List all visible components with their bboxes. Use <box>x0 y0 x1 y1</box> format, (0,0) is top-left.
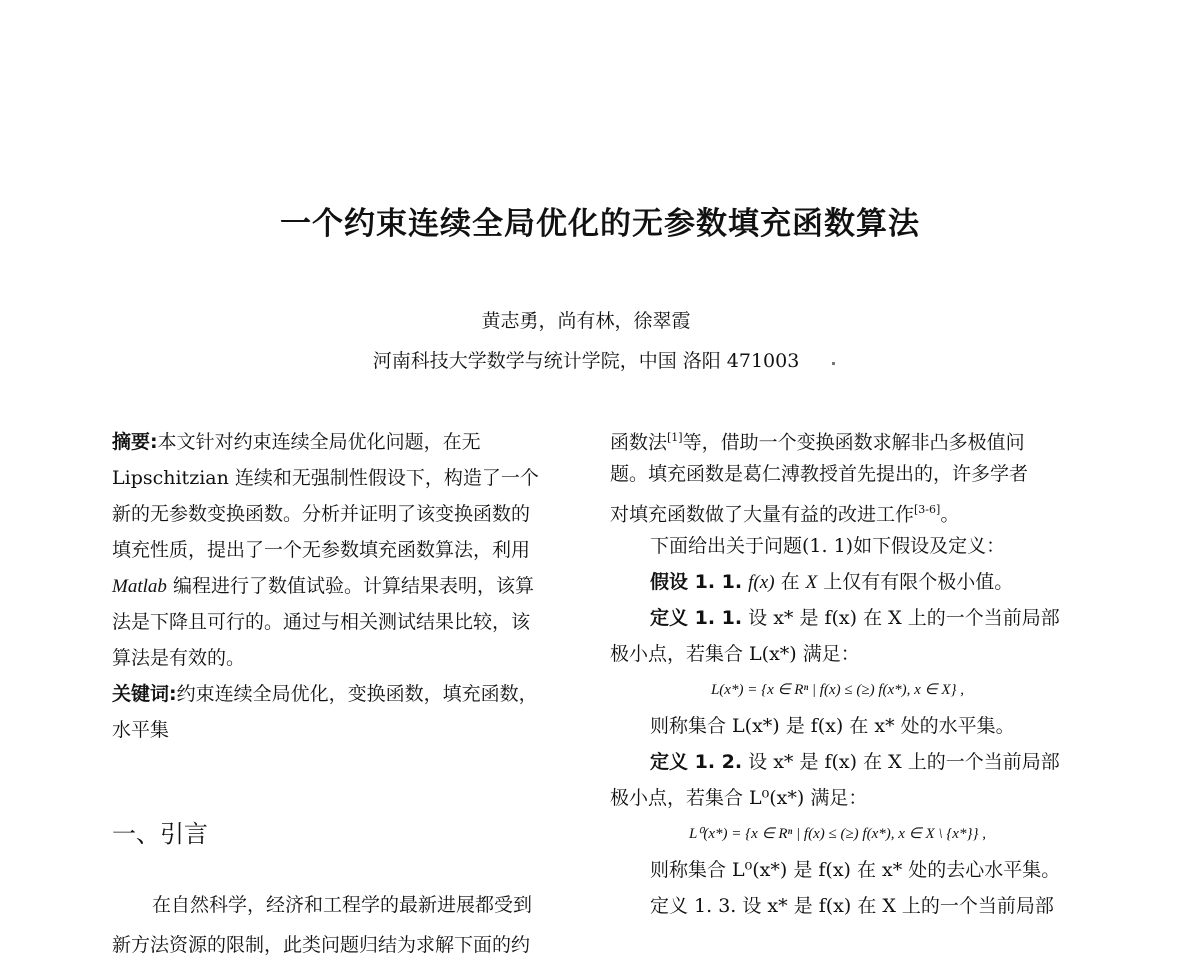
formula-level-set: L(x*) = {x ∈ Rⁿ | f(x) ≤ (≥) f(x*), x ∈ X} , <box>710 682 965 698</box>
body-line <box>610 420 1065 456</box>
body-text: 下面给出关于问题(1. 1)如下假设及定义： <box>650 535 1006 557</box>
body-line <box>610 852 1065 888</box>
assumption-line <box>610 564 1065 600</box>
section-heading: 一、引言 <box>112 820 208 848</box>
abstract-text: 新的无参数变换函数。分析并证明了该变换函数的 <box>112 503 531 525</box>
abstract-line <box>112 460 568 496</box>
body-text: 题。填充函数是葛仁溥教授首先提出的，许多学者 <box>610 463 1029 485</box>
paper-title: 一个约束连续全局优化的无参数填充函数算法 <box>280 206 920 242</box>
abstract-text: 填充性质，提出了一个无参数填充函数算法，利用 <box>112 539 531 561</box>
abstract-text: 本文针对约束连续全局优化问题，在无 <box>157 431 481 453</box>
body-text: 对填充函数做了大量有益的改进工作 <box>610 503 915 526</box>
abstract-line <box>112 568 568 604</box>
body-text: 则称集合 L(x*) 是 f(x) 在 x* 处的水平集。 <box>650 715 1015 737</box>
body-text: 极小点，若集合 L(x*) 满足： <box>610 643 860 665</box>
body-line <box>610 780 1065 816</box>
definition-line <box>610 744 1065 780</box>
cut-off-line: 新方法资源的限制，此类问题归结为求解下面的约 <box>112 934 531 956</box>
definition-label: 定义 1. 1. <box>650 607 743 629</box>
keywords-line <box>112 712 568 748</box>
body-line <box>610 636 1065 672</box>
abstract-line <box>112 532 568 568</box>
body-text: 设 x* 是 f(x) 在 X 上的一个当前局部 <box>748 607 1060 629</box>
body-text: 函数法 <box>610 431 668 454</box>
abstract-text: Lipschitzian 连续和无强制性假设下，构造了一个 <box>112 467 539 489</box>
body-line <box>610 492 1065 528</box>
matlab-term: Matlab <box>112 576 167 597</box>
abstract-text: 编程进行了数值试验。计算结果表明，该算 <box>172 575 534 597</box>
body-line <box>610 528 1065 564</box>
abstract-text: 法是下降且可行的。通过与相关测试结果比较，该 <box>112 611 531 633</box>
abstract-text: 算法是有效的。 <box>112 647 246 669</box>
math-expr: f(x) <box>748 572 775 593</box>
abstract-line <box>112 604 568 640</box>
abstract-line <box>112 640 568 676</box>
body-line <box>610 708 1065 744</box>
body-text: 设 x* 是 f(x) 在 X 上的一个当前局部 <box>748 751 1060 773</box>
body-text: 则称集合 L⁰(x*) 是 f(x) 在 x* 处的去心水平集。 <box>650 859 1061 881</box>
abstract-label: 摘要: <box>112 431 158 453</box>
abstract-line <box>112 424 568 460</box>
author-list: 黄志勇，尚有林，徐翠霞 <box>481 310 691 332</box>
body-text: 定义 1. 3. 设 x* 是 f(x) 在 X 上的一个当前局部 <box>650 895 1054 917</box>
right-column <box>610 420 1065 917</box>
keywords-text: 水平集 <box>112 719 170 741</box>
citation: [1] <box>667 431 683 444</box>
body-text: 等，借助一个变换函数求解非凸多极值问 <box>682 431 1025 454</box>
affiliation: 河南科技大学数学与统计学院，中国 洛阳 471003 <box>372 350 800 372</box>
speck <box>832 362 835 365</box>
keywords-text: 约束连续全局优化，变换函数，填充函数， <box>176 683 538 705</box>
body-text: 极小点，若集合 L⁰(x*) 满足： <box>610 787 868 809</box>
cut-off-line <box>610 888 1065 917</box>
body-text: 上仅有有限个极小值。 <box>823 571 1014 593</box>
formula-punctured-level-set: L⁰(x*) = {x ∈ Rⁿ | f(x) ≤ (≥) f(x*), x ∈ X \ {x*}} , <box>689 826 986 842</box>
body-text: 。 <box>940 503 960 526</box>
math-expr: X <box>805 572 818 593</box>
definition-line <box>610 600 1065 636</box>
citation: [3-6] <box>914 503 941 516</box>
definition-label: 定义 1. 2. <box>650 751 743 773</box>
body-text: 在 <box>780 571 800 593</box>
intro-paragraph: 在自然科学，经济和工程学的最新进展都受到 <box>152 894 533 916</box>
left-column <box>112 424 568 748</box>
keywords-label: 关键词: <box>112 683 177 705</box>
assumption-label: 假设 1. 1. <box>650 571 743 593</box>
abstract-line <box>112 496 568 532</box>
keywords-line <box>112 676 568 712</box>
body-line <box>610 456 1065 492</box>
